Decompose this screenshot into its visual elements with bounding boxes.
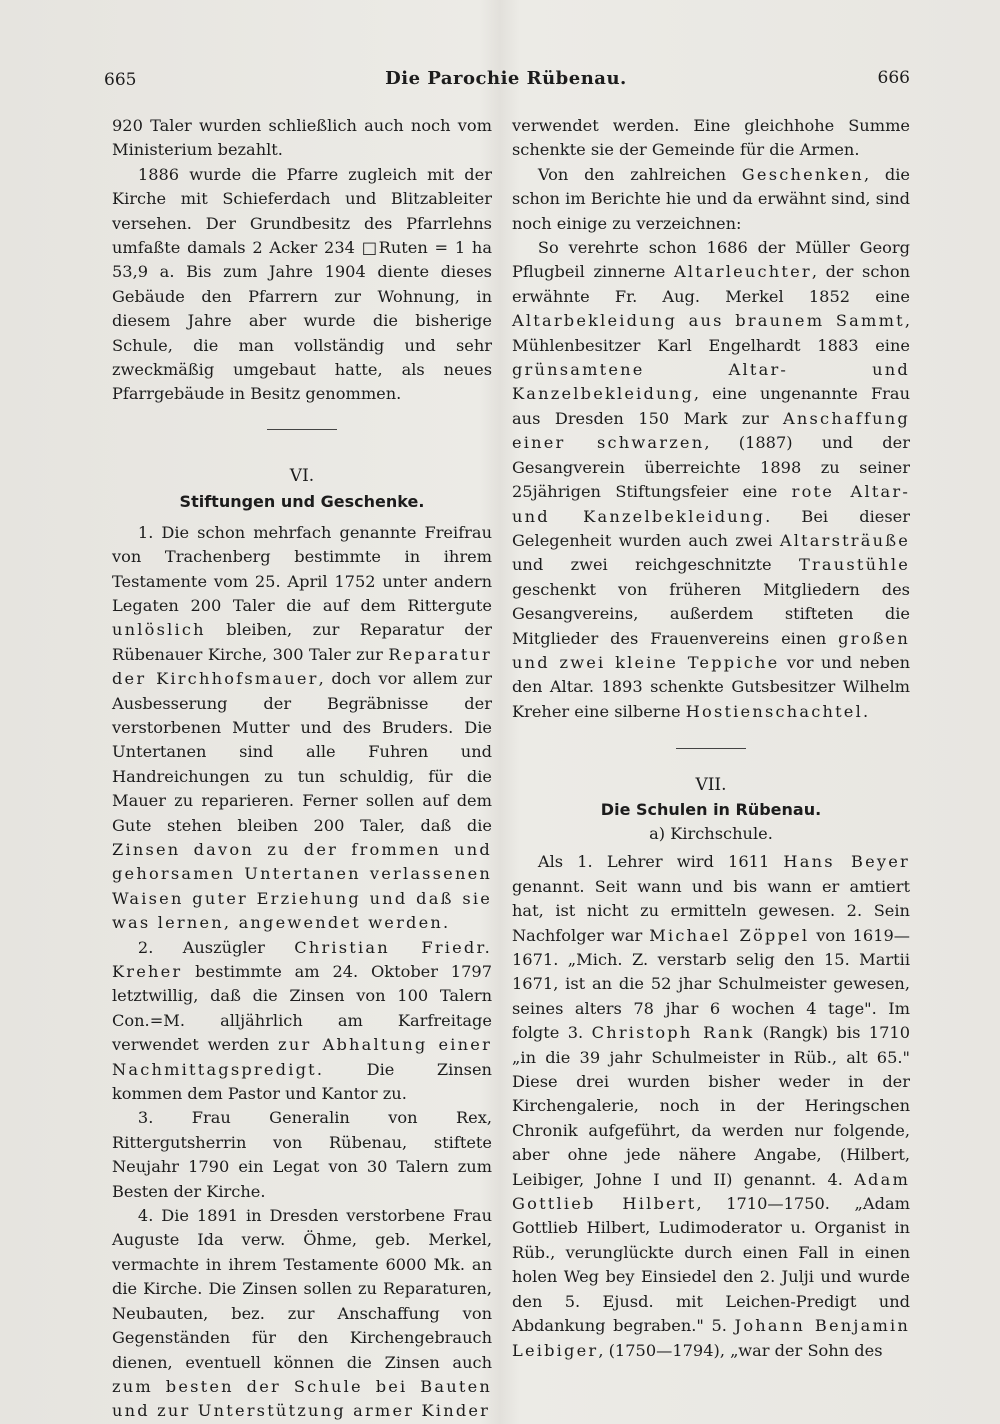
paragraph: 3. Frau Generalin von Rex, Rittergutsherrin von Rübenau, stiftete Neujahr 1790 ein Legat von 30 Talern zum Besten der Kirche. [112,1108,492,1201]
emphasis: unlöslich [112,620,206,640]
emphasis: zur Abhaltung einer Nachmittagspredigt. [112,1035,493,1079]
text: , 1710—1750. „Adam Gottlieb Hilbert, Ludimoderator u. Organist in Rüb., verunglückte durch einen Fall in einen holen Weg bey Einsiedel den 2. Julji und wurde den 5. Ejusd. mit Leichen-Predigt und Abdankung begraben." 5. [512,1194,910,1336]
subsection-title: a) Kirchschule. [649,823,773,843]
running-title: Die Parochie Rübenau. [385,68,627,89]
emphasis: Adam Gottlieb Hilbert [512,1169,910,1214]
text: , Mühlenbesitzer Karl Engelhardt 1883 eine [512,311,910,355]
text: . [862,701,869,721]
text: (Rangk) bis 1710 „in die 39 jahr Schulmeister in Rüb., alt 65." Diese drei wurden bisher weder in der Kirchengalerie, noch in der Heringschen Chronik aufgeführt, da werden nur folgende, aber ohne jede nähere Angabe, (Hilbert, Leibiger, Johne I und II) genannt. 4. [512,1023,910,1189]
text: 2. Auszügler [137,937,295,957]
text: , (1887) und der Gesangverein überreichte 1898 zu seiner 25jährigen Stiftungsfeier eine [512,433,910,502]
text: , eine ungenannte Frau aus Dresden 150 Mark zur [512,384,910,428]
text: und zwei reichgeschnitzte [512,555,799,575]
emphasis: grünsamtene Altar- und Kanzelbekleidung [512,360,910,404]
paragraph: 1886 wurde die Pfarre zugleich mit der Kirche mit Schieferdach und Blitzableiter versehen. Der Grundbesitz des Pfarrlehns umfaßte damals 2 Acker 234 □Ruten = 1 ha 53,9 a. Bis zum Jahre 1904 diente dieses Gebäude den Pfarrern zur Wohnung, in diesem Jahre aber wurde die bisherige Schule, die man vollständig und sehr zweckmäßig umgebaut hatte, als neues Pfarrgebäude in Besitz genommen. [112,164,492,404]
text: 1. Die schon mehrfach genannte Freifrau von Trachenberg bestimmte in ihrem Testamente vom 25. April 1752 unter andern Legaten 200 Taler die auf dem Rittergute [112,522,492,615]
emphasis: Altarbekleidung aus braunem Sammt [512,311,905,331]
section-title: Stiftungen und Geschenke. [179,492,425,512]
section-number: VII. [695,775,727,796]
text: , die schon im Berichte hie und da erwähnt sind, sind noch einige zu verzeichnen: [512,164,910,233]
emphasis: Geschenken [741,164,864,184]
emphasis: Hans Beyer [783,852,910,872]
page-number-right: 666 [877,68,910,88]
text: bleiben, zur Reparatur der Rübenauer Kirche, 300 Taler zur [112,620,492,664]
text: Die Zinsen kommen dem Pastor und Kantor zu. [112,1059,492,1104]
paragraph [112,936,492,1107]
emphasis: Johann Benjamin Leibiger [512,1316,910,1360]
paragraph [512,850,910,1363]
text: vor und neben den Altar. 1893 schenkte Gutsbesitzer Wilhelm Kreher eine silberne [512,652,910,721]
emphasis: Traustühle [798,555,910,575]
paragraph: 920 Taler wurden schließlich auch noch vom Ministerium bezahlt. [112,116,492,160]
emphasis: Michael Zöppel [649,925,810,945]
text: , doch vor allem zur Ausbesserung der Begräbnisse der verstorbenen Mutter und des Bruders. Die Untertanen sind alle Fuhren und Handreichungen zu tun schuldig, für die Mauer zu reparieren. Ferner sollen auf dem Gute stehen bleiben 200 Taler, daß die [112,669,492,835]
text: Von den zahlreichen [537,164,742,184]
emphasis: Altarsträuße [779,530,910,550]
text: , der schon erwähnte Fr. Aug. Merkel 1852 eine [512,262,910,306]
text: von 1619—1671. „Mich. Z. verstarb selig den 15. Martii 1671, ist an die 52 jhar Schulmeister gewesen, seines alters 78 jhar 6 wochen 4 tage". Im folgte 3. [512,925,910,1043]
emphasis: Anschaffung einer schwarzen [512,408,910,453]
text: genannt. Seit wann und bis wann er amtiert hat, ist nicht zu ermitteln gewesen. 2. Sein Nachfolger war [512,876,910,945]
section-title: Die Schulen in Rübenau. [600,799,822,819]
page-header [96,64,916,96]
paragraph [512,236,910,724]
right-column [512,114,910,1363]
text: bestimmte am 24. Oktober 1797 letztwillig, daß die Zinsen von 100 Talern Con.=M. alljährlich am Karfreitage verwendet werden [112,962,492,1055]
emphasis: großen und zwei kleine Teppiche [512,628,910,672]
text: Als 1. Lehrer wird 1611 [537,852,784,872]
left-column [112,114,492,1424]
emphasis: Christoph Rank [591,1023,755,1043]
emphasis: rote Altar- und Kanzelbekleidung [512,482,910,526]
paragraph [512,163,910,236]
emphasis: Altarleuchter [674,262,812,282]
paragraph [112,521,492,936]
page-number-left: 665 [104,70,137,90]
text: , (1750—1794), „war der Sohn des [598,1340,883,1360]
text: 4. Die 1891 in Dresden verstorbene Frau Auguste Ida verw. Öhme, geb. Merkel, vermachte in ihrem Testamente 6000 Mk. an die Kirche. Die Zinsen sollen zu Reparaturen, Neubauten, bez. zur Anschaffung von Gegenständen für den Kirchengebrauch dienen, eventuell können die Zinsen auch [112,1206,492,1372]
emphasis: Christian Friedr. Kreher [112,937,492,981]
text: So verehrte schon 1686 der Müller Georg Pflugbeil zinnerne [512,238,910,282]
text: geschenkt von früheren Mitgliedern des Gesangvereins, außerdem stifteten die Mitglieder des Frauenvereins einen [512,579,910,648]
text: . Bei dieser Gelegenheit wurden auch zwei [512,506,910,550]
emphasis: Hostienschachtel [685,701,863,721]
paragraph: verwendet werden. Eine gleichhohe Summe schenkte sie der Gemeinde für die Armen. [512,116,910,160]
emphasis: zum besten der Schule bei Bauten und zur Unterstützung armer Kinder [112,1376,492,1421]
emphasis: Zinsen davon zu der frommen und gehorsamen Untertanen verlassenen Waisen guter Erziehung und daß sie was lernen, angewendet werden. [112,839,492,933]
emphasis: Reparatur der Kirchhofsmauer [112,644,492,689]
paragraph [112,1204,492,1424]
section-number: VI. [289,465,315,486]
